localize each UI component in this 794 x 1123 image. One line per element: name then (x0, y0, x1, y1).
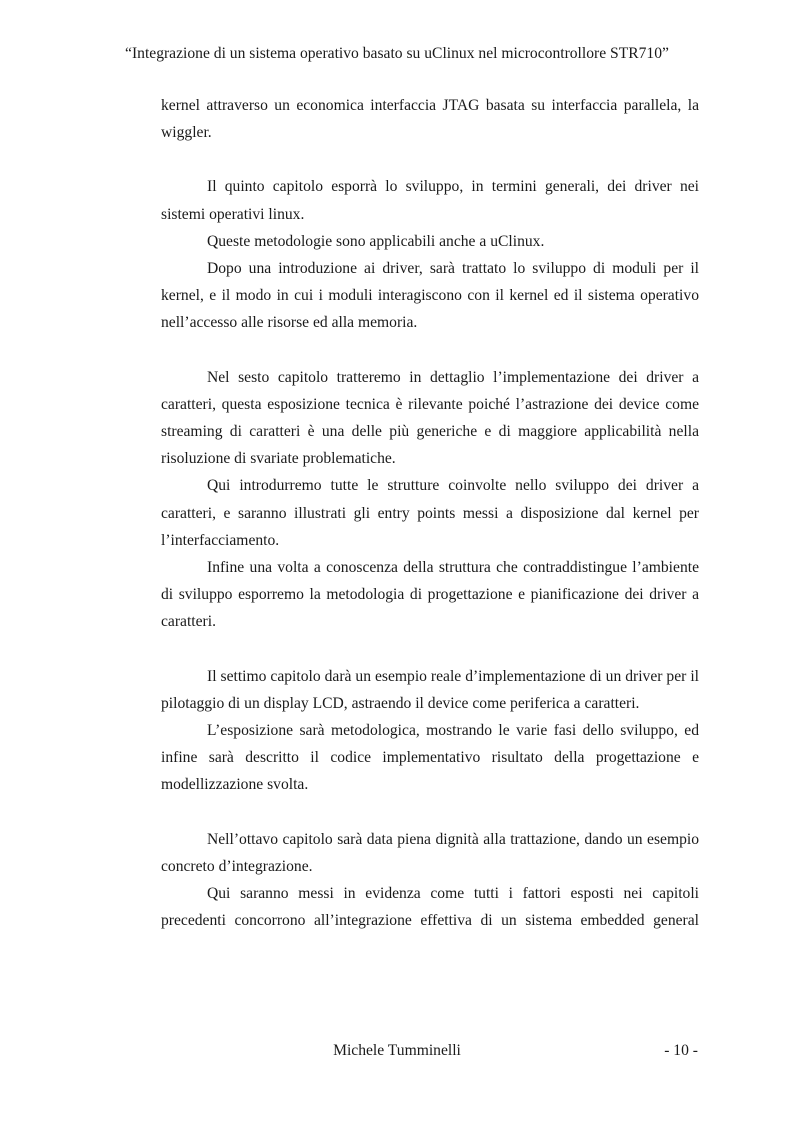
paragraph: Dopo una introduzione ai driver, sarà trattato lo sviluppo di moduli per il kernel, e il modo in cui i moduli interagiscono con il kernel ed il sistema operativo nell’accesso alle risorse ed alla memoria. (161, 260, 699, 332)
section-gap (161, 636, 699, 663)
body-text (161, 92, 699, 934)
paragraph: Infine una volta a conoscenza della struttura che contraddistingue l’ambiente di sviluppo esporremo la metodologia di progettazione e pianificazione dei driver a caratteri. (161, 559, 699, 631)
footer-author: Michele Tumminelli (333, 1042, 461, 1059)
paragraph: Qui introdurremo tutte le strutture coinvolte nello sviluppo dei driver a caratteri, e saranno illustrati gli entry points messi a disposizione dal kernel per l’interfacciamento. (161, 477, 699, 549)
running-header: “Integrazione di un sistema operativo basato su uClinux nel microcontrollore STR710” (125, 45, 669, 62)
paragraph: Il settimo capitolo darà un esempio reale d’implementazione di un driver per il pilotaggio di un display LCD, astraendo il device come periferica a caratteri. (161, 667, 699, 712)
paragraph: Nel sesto capitolo tratteremo in dettaglio l’implementazione dei driver a caratteri, questa esposizione tecnica è rilevante poiché l’astrazione dei device come streaming di caratteri è una delle più generiche e di maggiore applicabilità nella risoluzione di svariate problematiche. (161, 368, 699, 468)
section-gap (161, 337, 699, 364)
section-gap (161, 146, 699, 173)
paragraph: Il quinto capitolo esporrà lo sviluppo, in termini generali, dei driver nei sistemi operativi linux. (161, 178, 699, 223)
page-number: - 10 - (664, 1042, 698, 1059)
paragraph: kernel attraverso un economica interfaccia JTAG basata su interfaccia parallela, la wiggler. (161, 97, 699, 142)
paragraph: Queste metodologie sono applicabili anche a uClinux. (207, 232, 545, 250)
paragraph: Nell’ottavo capitolo sarà data piena dignità alla trattazione, dando un esempio concreto d’integrazione. (161, 830, 699, 875)
paragraph: Qui saranno messi in evidenza come tutti i fattori esposti nei capitoli precedenti concorrono all’integrazione effettiva di un sistema embedded general (161, 885, 699, 930)
section-gap (161, 799, 699, 826)
paragraph: L’esposizione sarà metodologica, mostrando le varie fasi dello sviluppo, ed infine sarà descritto il codice implementativo risultato della progettazione e modellizzazione svolta. (161, 722, 699, 794)
